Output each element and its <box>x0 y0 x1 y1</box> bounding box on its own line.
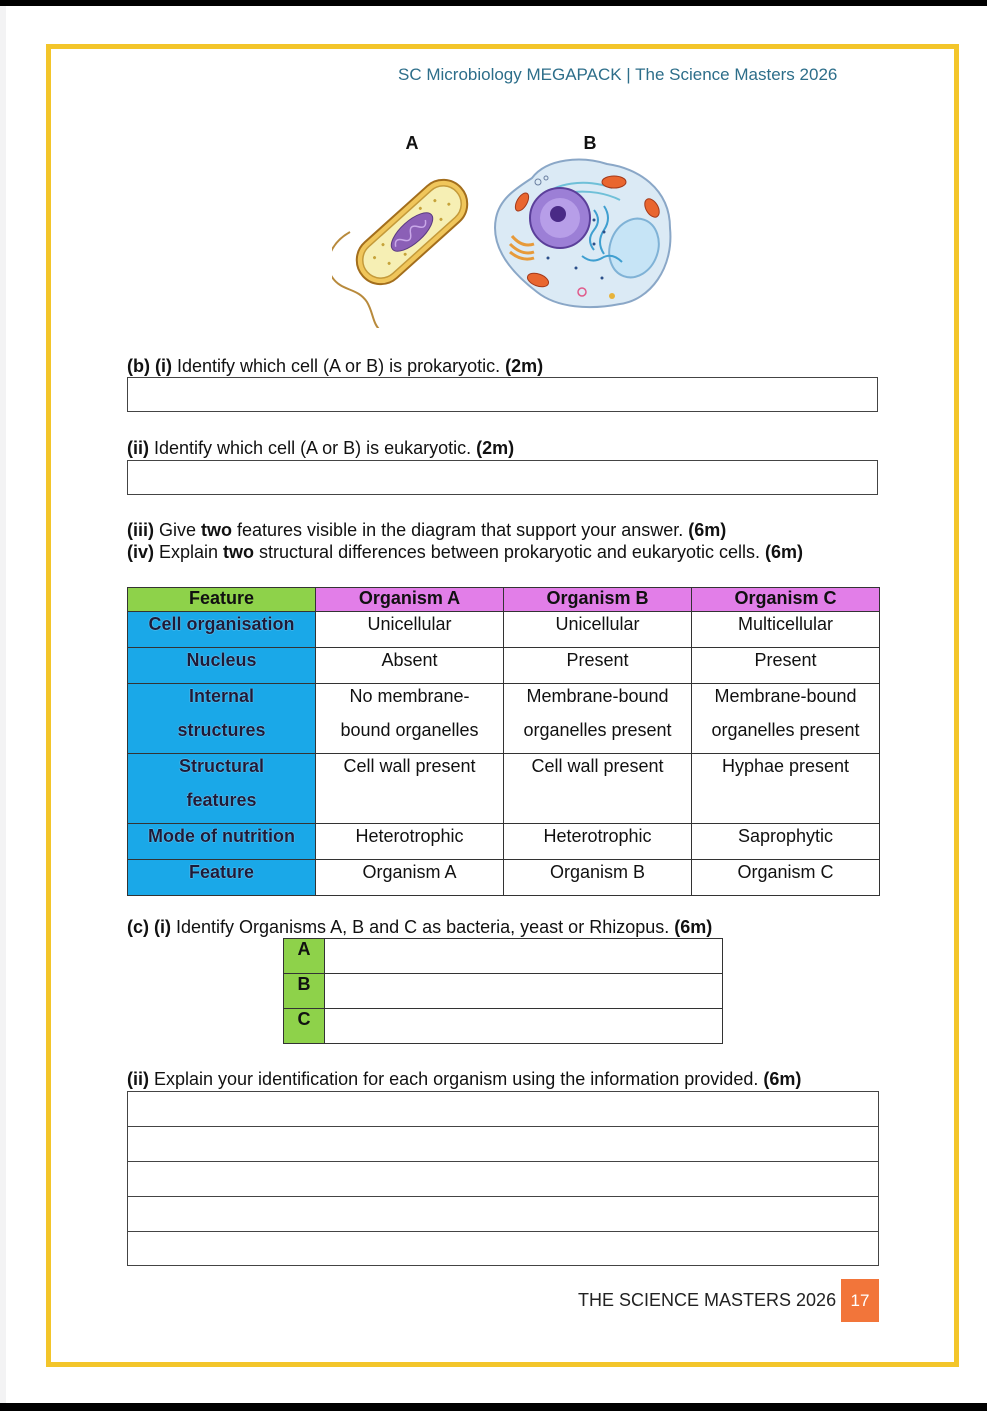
question-b-i-text: Identify which cell (A or B) is prokaryotic. <box>171 356 506 376</box>
question-b-iv <box>127 542 803 563</box>
table-header-row <box>128 588 880 612</box>
answer-line-3[interactable] <box>127 1161 879 1196</box>
cell-text-line: Heterotrophic <box>355 826 464 846</box>
table-row <box>284 939 723 974</box>
answer-box-b-i[interactable] <box>127 377 878 412</box>
id-answer-a[interactable] <box>325 939 723 974</box>
table-cell <box>504 612 692 648</box>
question-b-ii-text: Identify which cell (A or B) is eukaryotic. <box>149 438 477 458</box>
cell-text-line: Mode of nutrition <box>148 826 295 846</box>
cell-text-line: Absent <box>381 650 438 670</box>
cell-text-line: Saprophytic <box>737 826 834 846</box>
cell-text-line: features <box>186 790 257 810</box>
question-c-i <box>127 917 712 938</box>
table-cell <box>504 648 692 684</box>
table-row <box>128 684 880 754</box>
feature-cell <box>128 860 316 896</box>
answer-line-5[interactable] <box>127 1231 879 1266</box>
page-number: 17 <box>841 1279 879 1322</box>
label-b: B <box>583 133 597 153</box>
header-organism-c: Organism C <box>692 588 880 612</box>
table-row <box>128 648 880 684</box>
question-b-iii <box>127 520 726 541</box>
cell-text-line: Internal <box>188 686 254 706</box>
question-b-i <box>127 356 543 377</box>
feature-cell <box>128 754 316 824</box>
table-cell <box>504 684 692 754</box>
cell-text-line: Unicellular <box>367 614 452 634</box>
question-c-i-marks: (6m) <box>674 917 713 937</box>
answer-box-b-ii[interactable] <box>127 460 878 495</box>
answer-line-1[interactable] <box>127 1091 879 1126</box>
cell-text-line: Unicellular <box>555 614 640 634</box>
table-row <box>284 1009 723 1044</box>
cell-text-line: Cell wall present <box>343 756 476 776</box>
question-c-ii-text: Explain your identification for each organism using the information provided. <box>149 1069 764 1089</box>
question-c-ii <box>127 1069 801 1090</box>
table-cell <box>692 860 880 896</box>
cell-text-line: Nucleus <box>186 650 257 670</box>
table-cell <box>692 824 880 860</box>
page-header: SC Microbiology MEGAPACK | The Science Masters 2026 <box>398 65 838 84</box>
eukaryotic-cell <box>495 160 670 307</box>
question-c-i-text: Identify Organisms A, B and C as bacteria, yeast or Rhizopus. <box>171 917 675 937</box>
cell-text-line: Cell wall present <box>531 756 664 776</box>
comparison-table <box>127 587 880 896</box>
feature-cell <box>128 612 316 648</box>
mitochondrion <box>602 176 626 188</box>
prokaryotic-cell <box>332 146 497 328</box>
table-cell <box>316 648 504 684</box>
cell-text-line: Organism A <box>362 862 457 882</box>
table-cell <box>692 754 880 824</box>
question-b-iii-number: (iii) <box>127 520 154 540</box>
question-b-iv-marks: (6m) <box>764 542 803 562</box>
cell-text-line: Present <box>754 650 817 670</box>
cell-text-line: Cell organisation <box>148 614 295 634</box>
cell-diagram <box>332 128 692 328</box>
question-b-i-number: (b) (i) <box>127 356 172 376</box>
question-c-i-number: (c) (i) <box>127 917 171 937</box>
cell-text-line: Hyphae present <box>721 756 850 776</box>
table-cell <box>504 754 692 824</box>
table-row <box>128 754 880 824</box>
feature-cell <box>128 824 316 860</box>
answer-lines-c-ii <box>127 1091 879 1266</box>
table-cell <box>504 824 692 860</box>
cell-text-line: Heterotrophic <box>543 826 652 846</box>
table-row <box>128 612 880 648</box>
question-b-i-marks: (2m) <box>505 356 544 376</box>
question-b-iii-bold: two <box>201 520 233 540</box>
question-c-ii-number: (ii) <box>127 1069 149 1089</box>
header-feature: Feature <box>128 588 316 612</box>
id-letter-b: B <box>284 974 325 1009</box>
footer-text: THE SCIENCE MASTERS 2026 <box>578 1290 837 1310</box>
question-b-iv-bold: two <box>223 542 255 562</box>
id-answer-c[interactable] <box>325 1009 723 1044</box>
table-cell <box>316 824 504 860</box>
cell-text-line: Organism C <box>737 862 834 882</box>
cell-text-line: Feature <box>188 862 255 882</box>
table-row <box>284 974 723 1009</box>
table-cell <box>504 860 692 896</box>
label-a: A <box>405 133 419 153</box>
cell-text-line: organelles present <box>711 720 860 740</box>
question-b-iii-pre: Give <box>154 520 202 540</box>
nucleolus <box>550 206 566 222</box>
identification-table <box>283 938 723 1044</box>
question-b-ii <box>127 438 514 459</box>
question-c-ii-marks: (6m) <box>763 1069 802 1089</box>
table-body <box>128 612 880 896</box>
answer-line-2[interactable] <box>127 1126 879 1161</box>
question-b-iv-post: structural differences between prokaryotic and eukaryotic cells. <box>254 542 765 562</box>
question-b-iii-post: features visible in the diagram that support your answer. <box>232 520 689 540</box>
table-row <box>128 824 880 860</box>
table-cell <box>316 684 504 754</box>
table-cell <box>692 612 880 648</box>
bottom-bar <box>0 1403 987 1411</box>
feature-cell <box>128 684 316 754</box>
table-cell <box>316 612 504 648</box>
cell-text-line: Present <box>566 650 629 670</box>
cell-text-line: Structural <box>178 756 265 776</box>
id-answer-b[interactable] <box>325 974 723 1009</box>
table-cell <box>692 648 880 684</box>
id-letter-a: A <box>284 939 325 974</box>
cell-text-line: Membrane-bound <box>526 686 669 706</box>
question-b-iv-number: (iv) <box>127 542 154 562</box>
table-cell <box>692 684 880 754</box>
header-organism-b: Organism B <box>504 588 692 612</box>
cell-text-line: Membrane-bound <box>714 686 857 706</box>
table-row <box>128 860 880 896</box>
question-b-iv-pre: Explain <box>154 542 224 562</box>
question-b-ii-marks: (2m) <box>476 438 515 458</box>
table-cell <box>316 860 504 896</box>
answer-line-4[interactable] <box>127 1196 879 1231</box>
cell-text-line: structures <box>177 720 266 740</box>
header-organism-a: Organism A <box>316 588 504 612</box>
cell-text-line: bound organelles <box>340 720 479 740</box>
question-b-iii-marks: (6m) <box>688 520 727 540</box>
cell-text-line: No membrane- <box>349 686 470 706</box>
id-letter-c: C <box>284 1009 325 1044</box>
table-cell <box>316 754 504 824</box>
cell-text-line: Organism B <box>549 862 646 882</box>
cell-text-line: Multicellular <box>737 614 834 634</box>
cell-text-line: organelles present <box>523 720 672 740</box>
feature-cell <box>128 648 316 684</box>
question-b-ii-number: (ii) <box>127 438 149 458</box>
